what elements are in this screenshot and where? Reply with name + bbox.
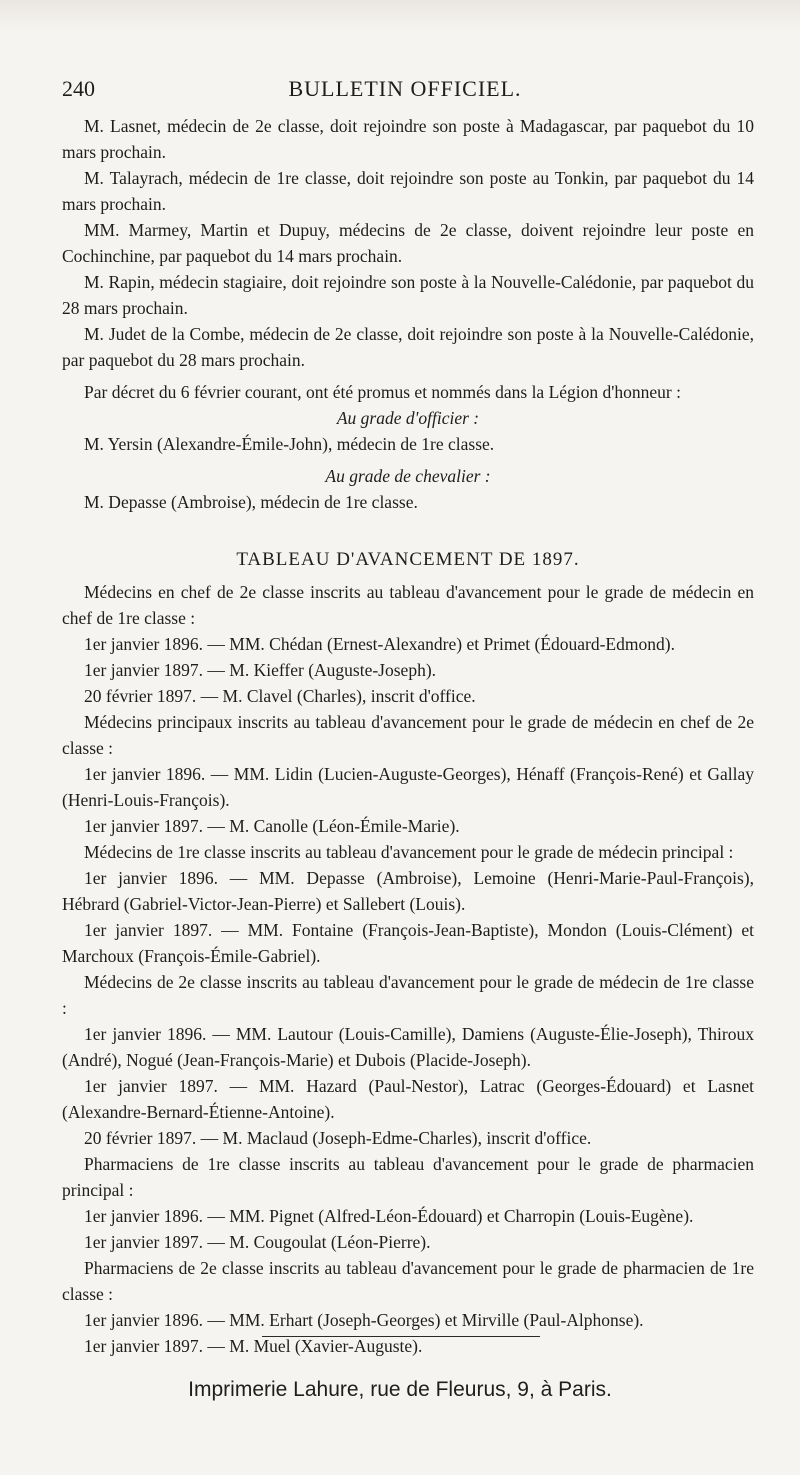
paragraph: 20 février 1897. — M. Clavel (Charles), inscrit d'office. [84, 686, 476, 706]
paragraph: MM. Marmey, Martin et Dupuy, médecins de 2e classe, doivent rejoindre leur poste en Cochinchine, par paquebot du 14 mars prochain. [62, 220, 754, 266]
paragraph: Médecins en chef de 2e classe inscrits au tableau d'avancement pour le grade de médecin en chef de 1re classe : [62, 582, 754, 628]
officier-entry: M. Yersin (Alexandre-Émile-John), médecin de 1re classe. [84, 434, 495, 454]
paragraph: 20 février 1897. — M. Maclaud (Joseph-Edme-Charles), inscrit d'office. [84, 1128, 592, 1148]
paragraph: Médecins de 1re classe inscrits au tableau d'avancement pour le grade de médecin principal : [84, 842, 734, 862]
paragraph: M. Judet de la Combe, médecin de 2e classe, doit rejoindre son poste à la Nouvelle-Calédonie, par paquebot du 28 mars prochain. [62, 324, 754, 370]
document-body [62, 113, 754, 1359]
printer-imprint: Imprimerie Lahure, rue de Fleurus, 9, à Paris. [188, 1378, 612, 1401]
page-number: 240 [62, 76, 95, 101]
section-title: TABLEAU D'AVANCEMENT DE 1897. [236, 549, 580, 570]
paragraph: 1er janvier 1896. — MM. Chédan (Ernest-Alexandre) et Primet (Édouard-Edmond). [84, 634, 675, 654]
paragraph: Pharmaciens de 2e classe inscrits au tableau d'avancement pour le grade de pharmacien de 1re classe : [62, 1258, 754, 1304]
paragraph: 1er janvier 1896. — MM. Pignet (Alfred-Léon-Édouard) et Charropin (Louis-Eugène). [84, 1206, 694, 1226]
page-header [62, 76, 748, 106]
chevalier-entry: M. Depasse (Ambroise), médecin de 1re classe. [84, 492, 418, 512]
grade-heading-chevalier: Au grade de chevalier : [325, 466, 491, 486]
paragraph: M. Rapin, médecin stagiaire, doit rejoindre son poste à la Nouvelle-Calédonie, par paquebot du 28 mars prochain. [62, 272, 754, 318]
paragraph: 1er janvier 1897. — MM. Fontaine (François-Jean-Baptiste), Mondon (Louis-Clément) et Marchoux (François-Émile-Gabriel). [62, 920, 754, 966]
paragraph: 1er janvier 1897. — MM. Hazard (Paul-Nestor), Latrac (Georges-Édouard) et Lasnet (Alexandre-Bernard-Étienne-Antoine). [62, 1076, 754, 1122]
running-title: BULLETIN OFFICIEL. [288, 76, 522, 101]
paragraph: 1er janvier 1897. — M. Cougoulat (Léon-Pierre). [84, 1232, 431, 1252]
paragraph: Par décret du 6 février courant, ont été promus et nommés dans la Légion d'honneur : [84, 382, 681, 402]
paragraph: 1er janvier 1896. — MM. Lautour (Louis-Camille), Damiens (Auguste-Élie-Joseph), Thiroux (André), Nogué (Jean-François-Marie) et Dubois (Placide-Joseph). [62, 1024, 754, 1070]
grade-heading-officier: Au grade d'officier : [336, 408, 480, 428]
footer-rule [262, 1336, 540, 1337]
paragraph: M. Talayrach, médecin de 1re classe, doit rejoindre son poste au Tonkin, par paquebot du 14 mars prochain. [62, 168, 754, 214]
paragraph: Pharmaciens de 1re classe inscrits au tableau d'avancement pour le grade de pharmacien principal : [62, 1154, 754, 1200]
paragraph: M. Lasnet, médecin de 2e classe, doit rejoindre son poste à Madagascar, par paquebot du 10 mars prochain. [62, 116, 754, 162]
paragraph: 1er janvier 1896. — MM. Depasse (Ambroise), Lemoine (Henri-Marie-Paul-François), Hébrard (Gabriel-Victor-Jean-Pierre) et Sallebert (Louis). [62, 868, 754, 914]
paragraph: 1er janvier 1897. — M. Canolle (Léon-Émile-Marie). [84, 816, 460, 836]
paragraph: 1er janvier 1896. — MM. Lidin (Lucien-Auguste-Georges), Hénaff (François-René) et Gallay (Henri-Louis-François). [62, 764, 754, 810]
paragraph: 1er janvier 1897. — M. Kieffer (Auguste-Joseph). [84, 660, 437, 680]
paragraph: 1er janvier 1896. — MM. Erhart (Joseph-Georges) et Mirville (Paul-Alphonse). [84, 1310, 644, 1330]
paragraph: Médecins de 2e classe inscrits au tableau d'avancement pour le grade de médecin de 1re classe : [62, 972, 754, 1018]
paragraph: Médecins principaux inscrits au tableau d'avancement pour le grade de médecin en chef de 2e classe : [62, 712, 754, 758]
paragraph: 1er janvier 1897. — M. Muel (Xavier-Auguste). [84, 1336, 423, 1356]
